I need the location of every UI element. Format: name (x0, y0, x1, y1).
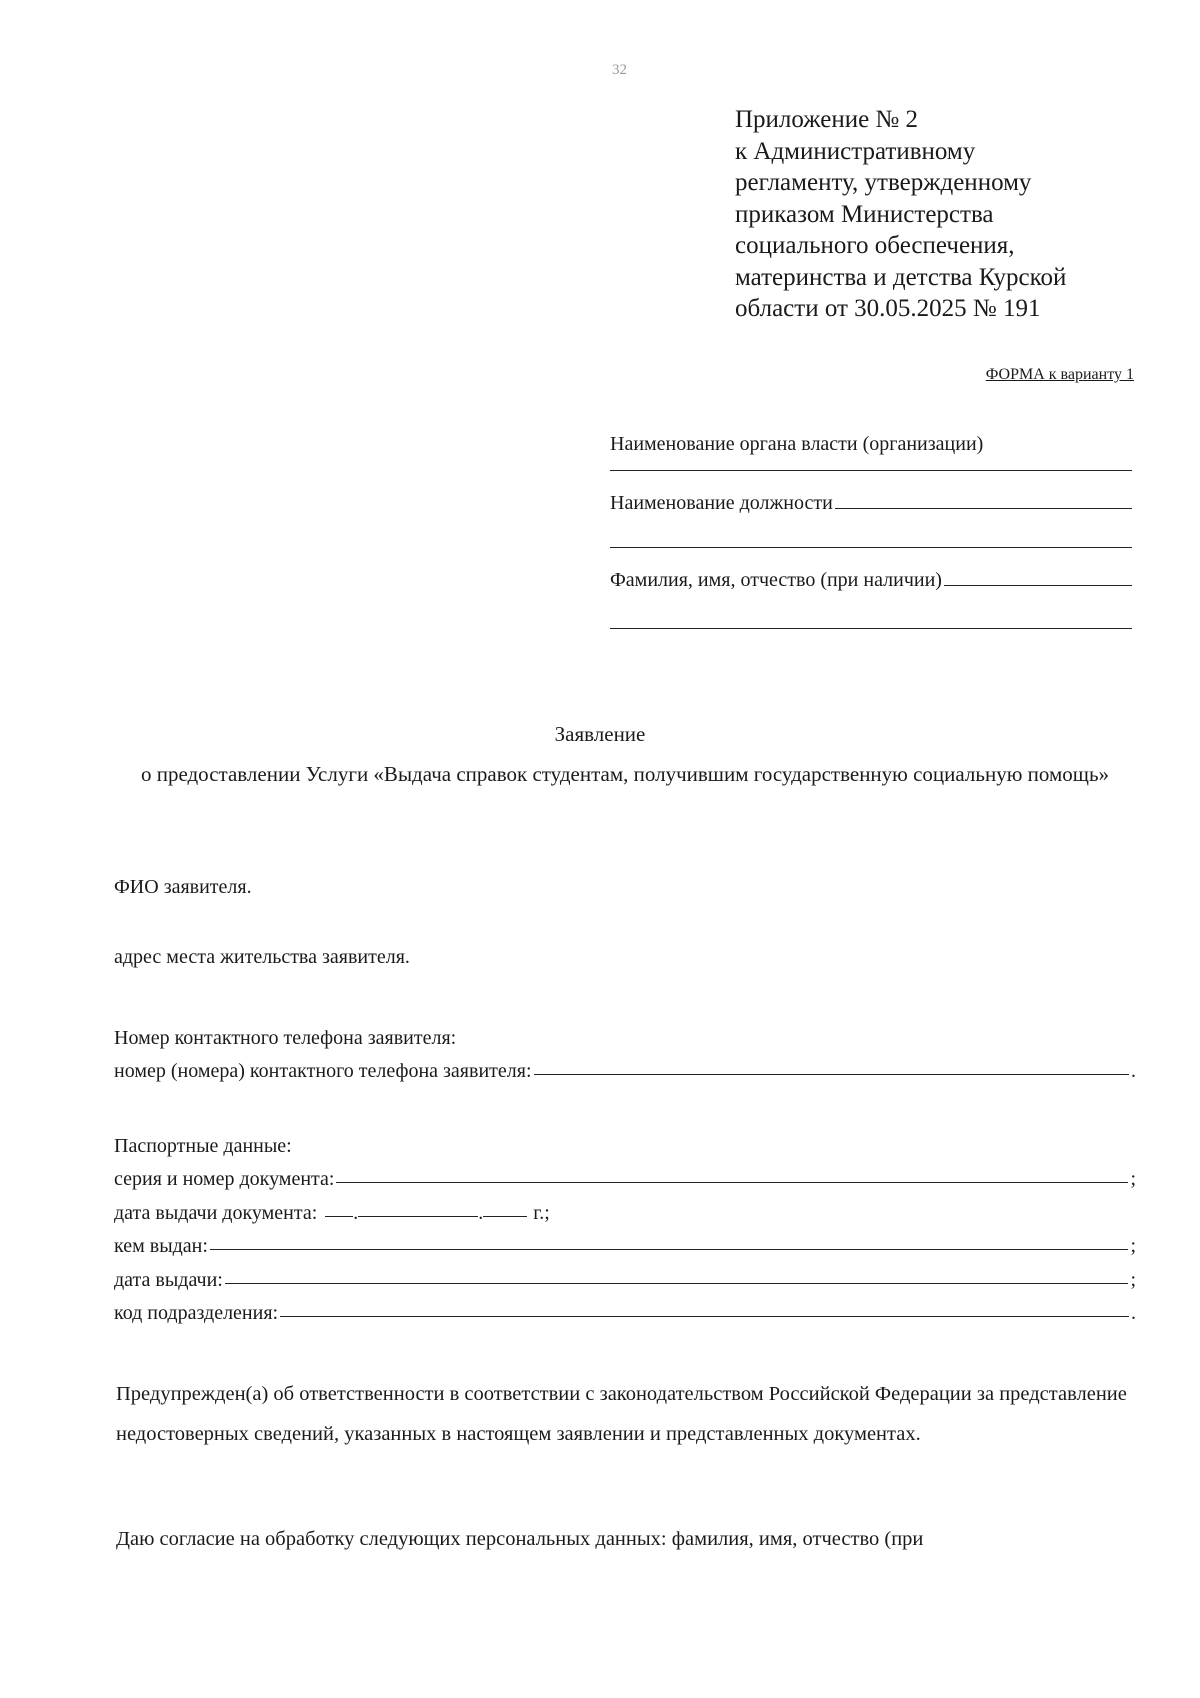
phone-end: . (1131, 1060, 1136, 1082)
series-end: ; (1130, 1168, 1136, 1190)
passport-section (114, 1124, 1136, 1325)
phone-heading: Номер контактного телефона заявителя: (114, 1026, 457, 1049)
series-field[interactable] (336, 1182, 1128, 1183)
position-row (610, 485, 1132, 515)
phone-section (114, 1016, 1136, 1083)
phone-heading-row (114, 1016, 1136, 1050)
recipient-fio-field-extra[interactable] (610, 628, 1132, 629)
series-label: серия и номер документа: (114, 1168, 335, 1190)
issued-date-end: ; (1130, 1268, 1136, 1291)
issued-by-end: ; (1130, 1235, 1136, 1257)
issued-date-label: дата выдачи: (114, 1268, 223, 1291)
phone-row (114, 1050, 1136, 1084)
passport-heading-row (114, 1124, 1136, 1158)
authority-label: Наименование органа власти (организации) (610, 433, 984, 455)
appendix-line: Приложение № 2 (735, 106, 919, 133)
liability-warning: Предупрежден(а) об ответственности в соответствии с законодательством Российской Федерации за представление недостоверных сведений, указанных в настоящем заявлении и представленных документах. (116, 1383, 1127, 1445)
appendix-line: социального обеспечения, (735, 232, 1015, 259)
page-number: 32 (612, 62, 627, 78)
division-code-field[interactable] (280, 1316, 1129, 1317)
division-code-label: код подразделения: (114, 1302, 279, 1324)
recipient-fio-field[interactable] (944, 585, 1132, 586)
recipient-block (610, 426, 1132, 629)
recipient-fio-label: Фамилия, имя, отчество (при наличии) (610, 569, 942, 591)
phone-label: номер (номера) контактного телефона заявителя: (114, 1060, 532, 1082)
application-subtitle: о предоставлении Услуги «Выдача справок студентам, получившим государственную социальную помощь» (140, 762, 1110, 786)
issue-date-row: дата выдачи документа: . . г.; (114, 1201, 550, 1224)
position-field[interactable] (835, 508, 1132, 509)
form-variant-label: ФОРМА к варианту 1 (985, 366, 1134, 383)
appendix-line: регламенту, утвержденному (735, 169, 1032, 196)
applicant-fio-label: ФИО заявителя. (114, 876, 252, 898)
appendix-line: материнства и детства Курской (735, 263, 1067, 291)
division-code-row (114, 1292, 1136, 1326)
appendix-line: приказом Министерства (735, 200, 994, 228)
appendix-line: области от 30.05.2025 № 191 (735, 295, 1041, 322)
issue-year-field[interactable] (483, 1216, 527, 1217)
issued-date-row (114, 1258, 1136, 1292)
issued-date-field[interactable] (225, 1283, 1129, 1284)
passport-heading: Паспортные данные: (114, 1134, 292, 1157)
authority-row (610, 426, 1132, 456)
series-row (114, 1158, 1136, 1192)
issued-by-field[interactable] (210, 1249, 1128, 1250)
issue-date-label: дата выдачи документа: (114, 1201, 318, 1224)
division-code-end: . (1131, 1302, 1136, 1324)
consent-text: Даю согласие на обработку следующих персональных данных: фамилия, имя, отчество (при (116, 1528, 924, 1550)
position-label: Наименование должности (610, 492, 833, 514)
issue-date-suffix: г.; (533, 1201, 550, 1224)
fio-row (610, 562, 1132, 592)
appendix-header (735, 104, 1175, 325)
issue-month-field[interactable] (358, 1216, 478, 1217)
applicant-address-label: адрес места жительства заявителя. (114, 946, 410, 968)
issued-by-row (114, 1225, 1136, 1259)
issued-by-label: кем выдан: (114, 1235, 208, 1257)
appendix-line: к Административному (735, 137, 976, 165)
phone-field[interactable] (534, 1074, 1129, 1075)
application-title: Заявление (554, 722, 646, 746)
issue-day-field[interactable] (325, 1216, 353, 1217)
